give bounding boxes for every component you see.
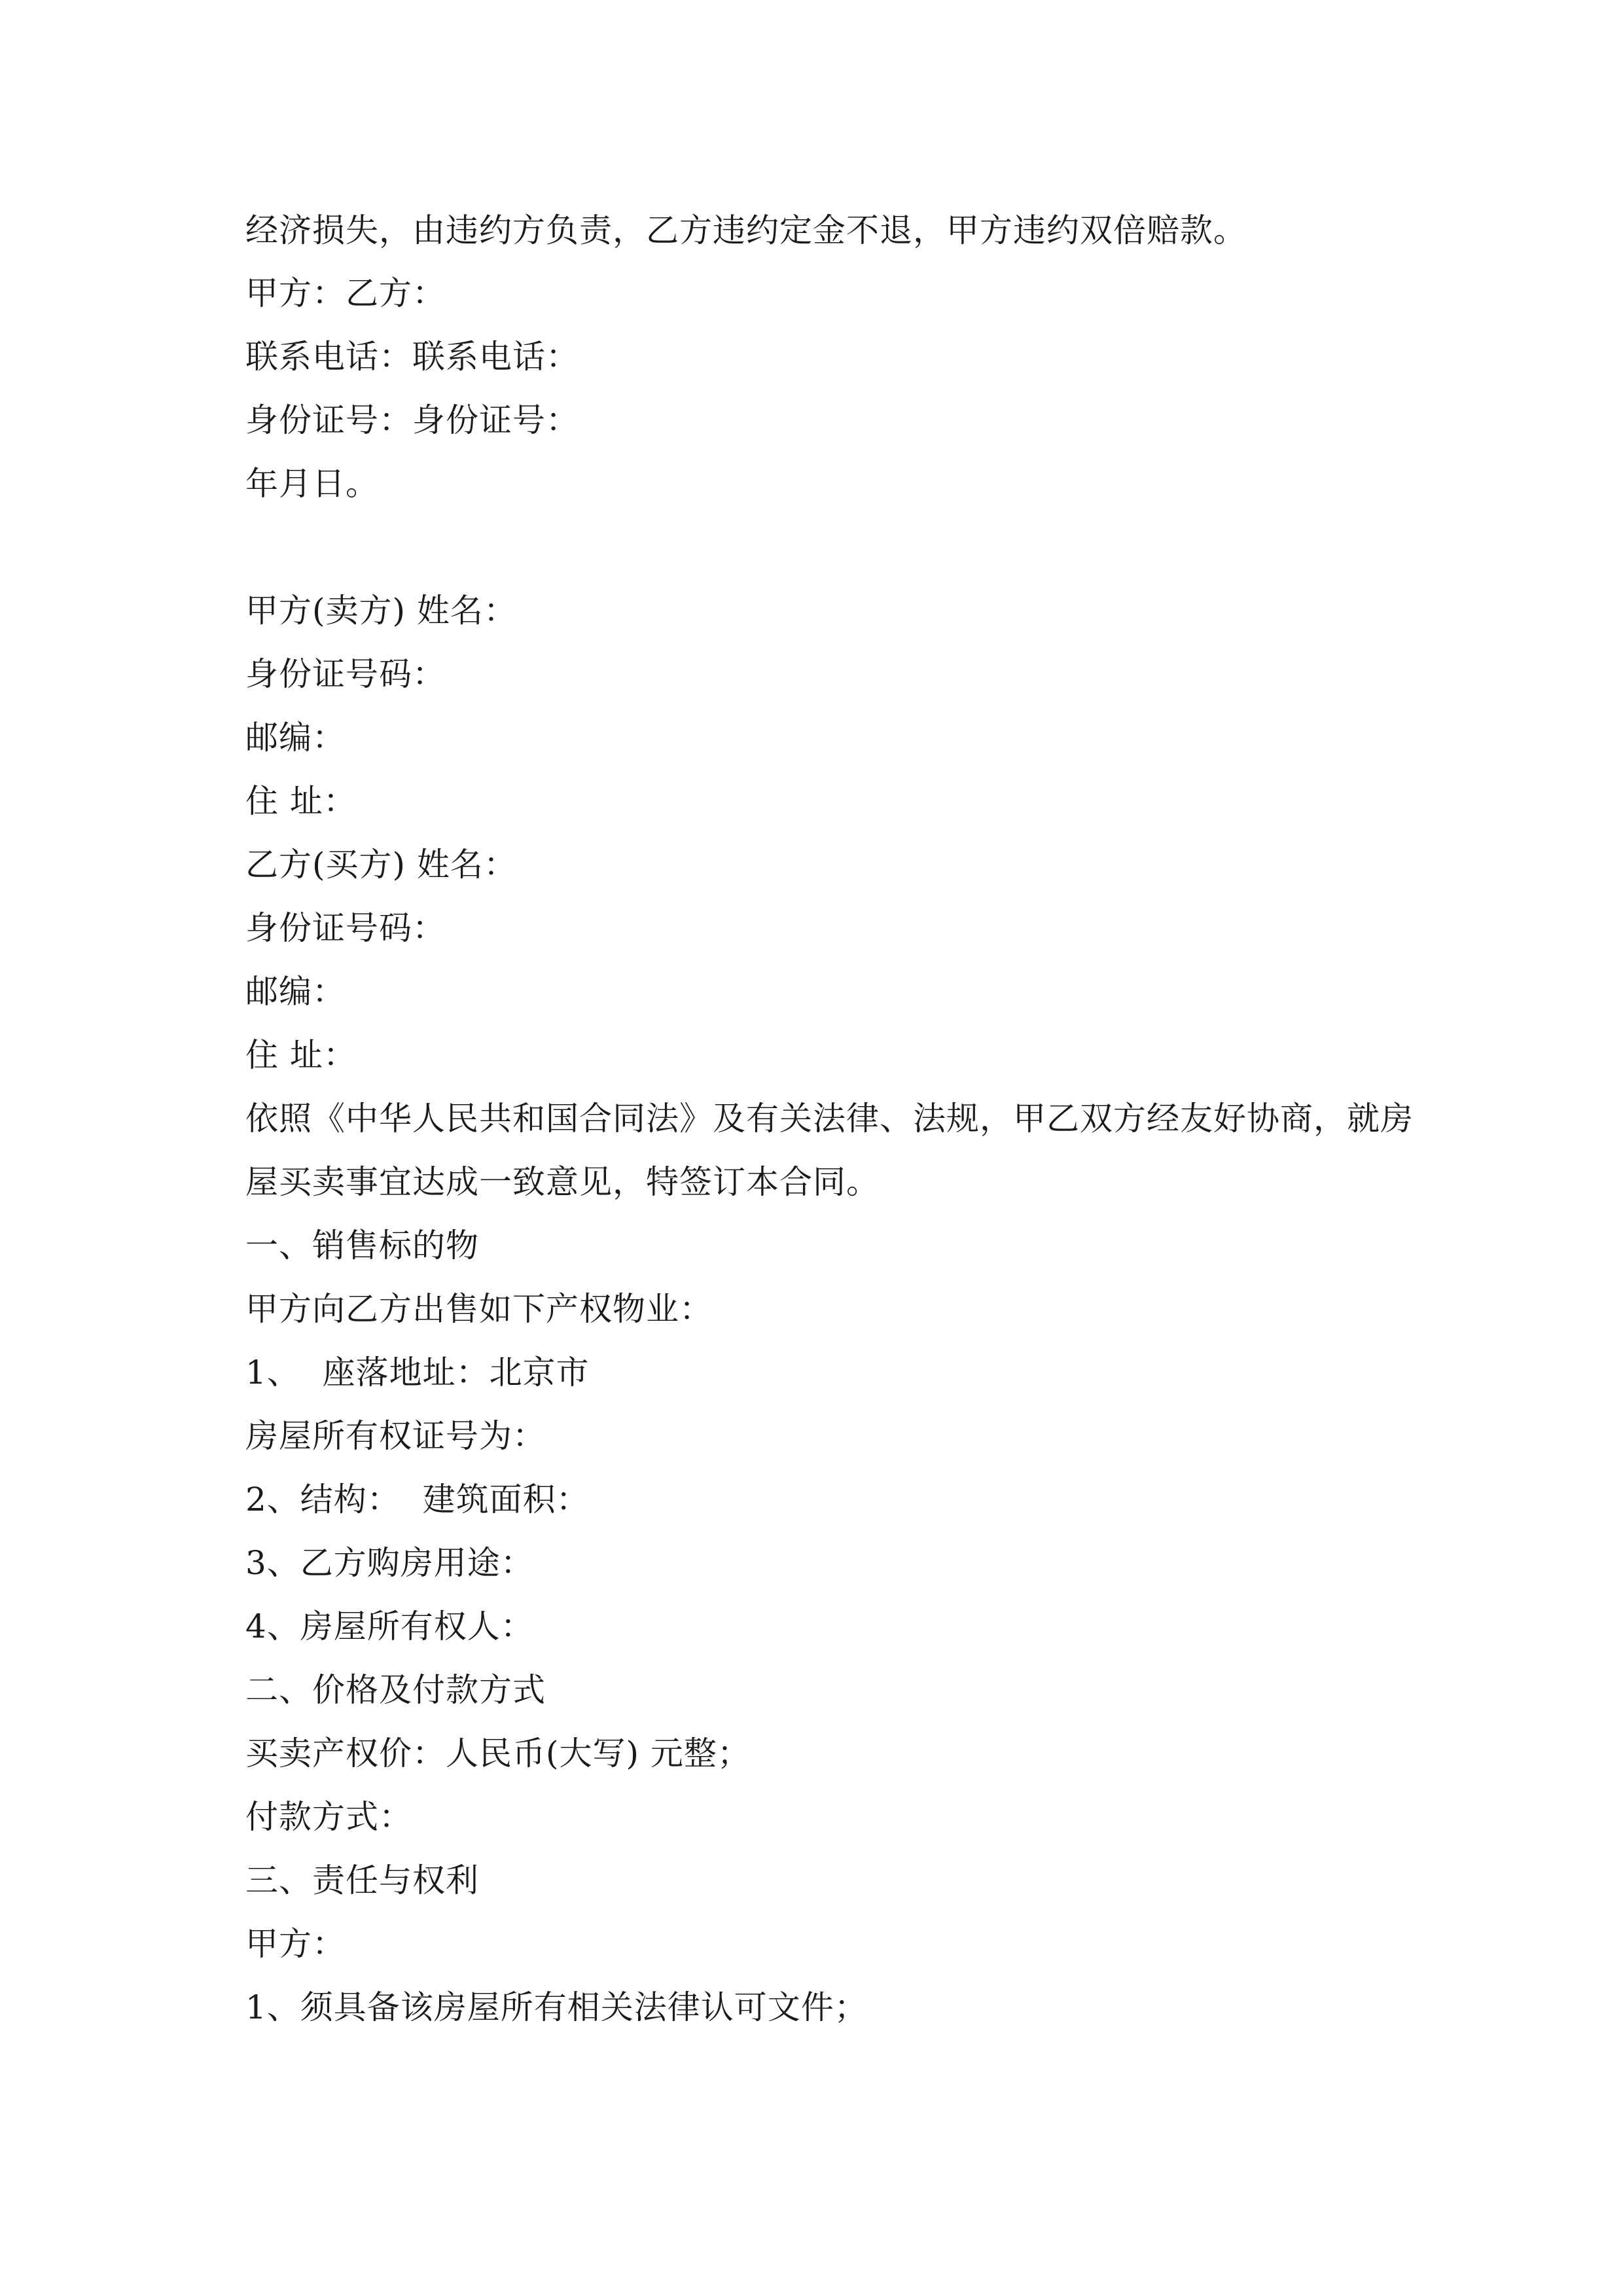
section-heading: 二、价格及付款方式 (245, 1671, 546, 1709)
text-line: 经济损失，由违约方负责，乙方违约定金不退，甲方违约双倍赔款。 (245, 211, 1247, 249)
text-line: 乙方(买方) 姓名： (245, 846, 517, 884)
text-line: 3、乙方购房用途： (245, 1544, 534, 1582)
section-heading: 一、销售标的物 (245, 1227, 479, 1265)
section-heading: 三、责任与权利 (245, 1861, 479, 1899)
text-line: 年月日。 (245, 465, 379, 503)
text-line: 1、须具备该房屋所有相关法律认可文件； (245, 1988, 868, 2026)
text-line: 依照《中华人民共和国合同法》及有关法律、法规，甲乙双方经友好协商，就房 (245, 1100, 1414, 1138)
text-line: 甲方：乙方： (245, 274, 446, 312)
text-line: 住 址： (245, 782, 357, 820)
text-line: 住 址： (245, 1036, 357, 1074)
text-line: 2、结构： 建筑面积： (245, 1480, 590, 1518)
text-line: 房屋所有权证号为： (245, 1417, 546, 1455)
text-line: 身份证号码： (245, 909, 446, 947)
text-line: 屋买卖事宜达成一致意见，特签订本合同。 (245, 1163, 880, 1201)
text-line: 邮编： (245, 719, 346, 757)
text-line: 甲方(卖方) 姓名： (245, 592, 517, 630)
text-line: 买卖产权价：人民币(大写) 元整； (245, 1734, 751, 1772)
text-line: 4、房屋所有权人： (245, 1607, 534, 1645)
text-line: 付款方式： (245, 1798, 412, 1836)
text-line: 甲方向乙方出售如下产权物业： (245, 1290, 713, 1328)
text-line: 甲方： (245, 1925, 346, 1963)
text-line: 身份证号：身份证号： (245, 401, 579, 439)
text-line: 1、 座落地址：北京市 (245, 1354, 590, 1391)
text-line: 邮编： (245, 973, 346, 1011)
text-line: 联系电话：联系电话： (245, 338, 579, 376)
text-line: 身份证号码： (245, 655, 446, 693)
